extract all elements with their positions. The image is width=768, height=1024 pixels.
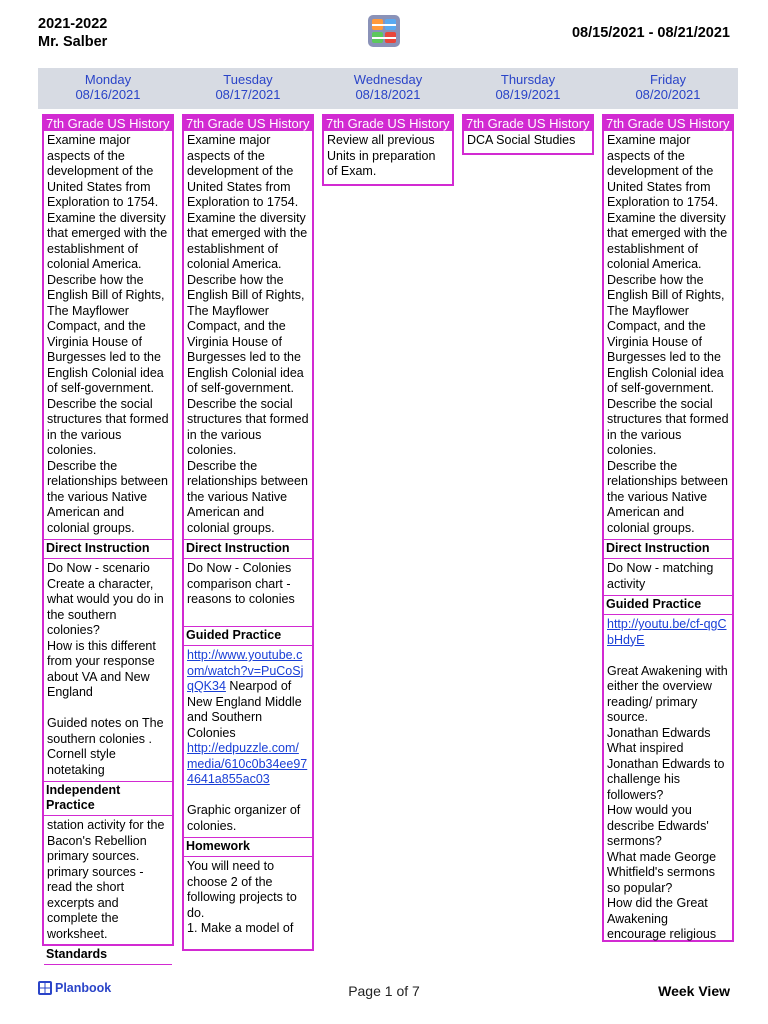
day-name: Friday xyxy=(649,72,687,87)
lesson-card-friday[interactable] xyxy=(602,114,734,942)
day-date: 08/19/2021 xyxy=(495,87,561,102)
guided-practice-text xyxy=(184,646,312,837)
lesson-card-tuesday[interactable] xyxy=(182,114,314,951)
youtube-link[interactable]: http://www.youtube.com/watch?v=PuCoSjqQK34 xyxy=(187,648,304,693)
day-header-wednesday[interactable] xyxy=(318,72,458,102)
day-date: 08/16/2021 xyxy=(75,87,141,102)
section-heading-independent-practice: Independent Practice xyxy=(44,782,172,816)
page-indicator: Page 1 of 7 xyxy=(348,983,420,999)
lesson-title[interactable]: 7th Grade US History xyxy=(184,116,312,131)
day-date: 08/18/2021 xyxy=(355,87,421,102)
day-header-friday[interactable] xyxy=(598,72,738,102)
section-heading-homework: Homework xyxy=(184,838,312,857)
section-heading-guided-practice: Guided Practice xyxy=(604,596,732,615)
lesson-card-monday[interactable] xyxy=(42,114,174,961)
day-date: 08/17/2021 xyxy=(215,87,281,102)
direct-instruction-text: Do Now - scenario Create a character, what would you do in the southern colonies? How is this different from your response about VA and New England Guided notes on The southern colonies . Cornell style notetaking xyxy=(47,561,164,777)
lesson-title[interactable]: 7th Grade US History xyxy=(464,116,592,131)
youtube-link[interactable]: http://youtu.be/cf-qgCbHdyE xyxy=(607,617,727,647)
lesson-body: Review all previous Units in preparation of Exam. xyxy=(327,133,436,178)
lesson-objectives: Examine major aspects of the development of the United States from Exploration to 1754. Examine the diversity that emerged with the establishment of colonial America. Describe how the English Bill of Rights, The Mayflower Compact, and the Virginia House of Burgesses led to the English Colonial idea of self-government. Describe the social structures that formed in the various colonies. Describe the relationships between the various Native American and colonial groups. xyxy=(47,133,169,535)
section-heading-direct-instruction: Direct Instruction xyxy=(184,540,312,559)
planbook-grid-icon xyxy=(368,15,400,47)
view-mode-label: Week View xyxy=(658,983,730,999)
school-year: 2021-2022 xyxy=(38,16,108,32)
day-name: Wednesday xyxy=(353,72,423,87)
section-heading-direct-instruction: Direct Instruction xyxy=(44,540,172,559)
header-info xyxy=(38,15,107,51)
lesson-body: DCA Social Studies xyxy=(467,133,576,147)
day-header-thursday[interactable] xyxy=(458,72,598,102)
day-name: Tuesday xyxy=(223,72,273,87)
day-date: 08/20/2021 xyxy=(635,87,701,102)
lesson-card-wednesday[interactable] xyxy=(322,114,454,186)
lesson-objectives: Examine major aspects of the development of the United States from Exploration to 1754. Examine the diversity that emerged with the establishment of colonial America. Describe how the English Bill of Rights, The Mayflower Compact, and the Virginia House of Burgesses led to the English Colonial idea of self-government. Describe the social structures that formed in the various colonies. Describe the relationships between the various Native American and colonial groups. xyxy=(187,133,309,535)
lesson-objectives: Examine major aspects of the development of the United States from Exploration to 1754. Examine the diversity that emerged with the establishment of colonial America. Describe how the English Bill of Rights, The Mayflower Compact, and the Virginia House of Burgesses led to the English Colonial idea of self-government. Describe the social structures that formed in the various colonies. Describe the relationships between the various Native American and colonial groups. xyxy=(607,133,729,535)
week-date-range: 08/15/2021 - 08/21/2021 xyxy=(571,25,730,41)
direct-instruction-text: Do Now - matching activity xyxy=(607,561,714,591)
edpuzzle-link[interactable]: http://edpuzzle.com/media/610c0b34ee974641a855ac03 xyxy=(187,741,308,786)
section-heading-guided-practice: Guided Practice xyxy=(184,627,312,646)
day-header-tuesday[interactable] xyxy=(178,72,318,102)
lesson-title[interactable]: 7th Grade US History xyxy=(44,116,172,131)
lesson-title[interactable]: 7th Grade US History xyxy=(324,116,452,131)
teacher-name: Mr. Salber xyxy=(38,34,108,50)
day-header-monday[interactable] xyxy=(38,72,178,102)
homework-text: You will need to choose 2 of the following projects to do. 1. Make a model of xyxy=(187,859,297,935)
day-name: Thursday xyxy=(500,72,556,87)
guided-practice-text xyxy=(604,615,732,946)
great-awakening-text: Great Awakening with either the overview reading/ primary source. Jonathan Edwards What inspired Jonathan Edwards to challenge his followers? How would you describe Edwards' sermons? What made George Whitfield's sermons so popular? How did the Great Awakening encourage religious xyxy=(607,663,728,941)
section-heading-direct-instruction: Direct Instruction xyxy=(604,540,732,559)
brand-name: Planbook xyxy=(55,981,112,995)
section-heading-standards: Standards xyxy=(44,946,172,965)
day-name: Monday xyxy=(84,72,132,87)
lesson-title[interactable]: 7th Grade US History xyxy=(604,116,732,131)
independent-practice-text: station activity for the Bacon's Rebellion primary sources. primary sources - read the short excerpts and complete the worksheet. xyxy=(47,818,165,941)
nearpod-text: Nearpod of New England Middle and Southern Colonies xyxy=(187,679,302,740)
direct-instruction-text: Do Now - Colonies comparison chart - reasons to colonies xyxy=(187,561,295,606)
lesson-card-thursday[interactable] xyxy=(462,114,594,155)
graphic-organizer-text: Graphic organizer of colonies. xyxy=(187,803,301,833)
